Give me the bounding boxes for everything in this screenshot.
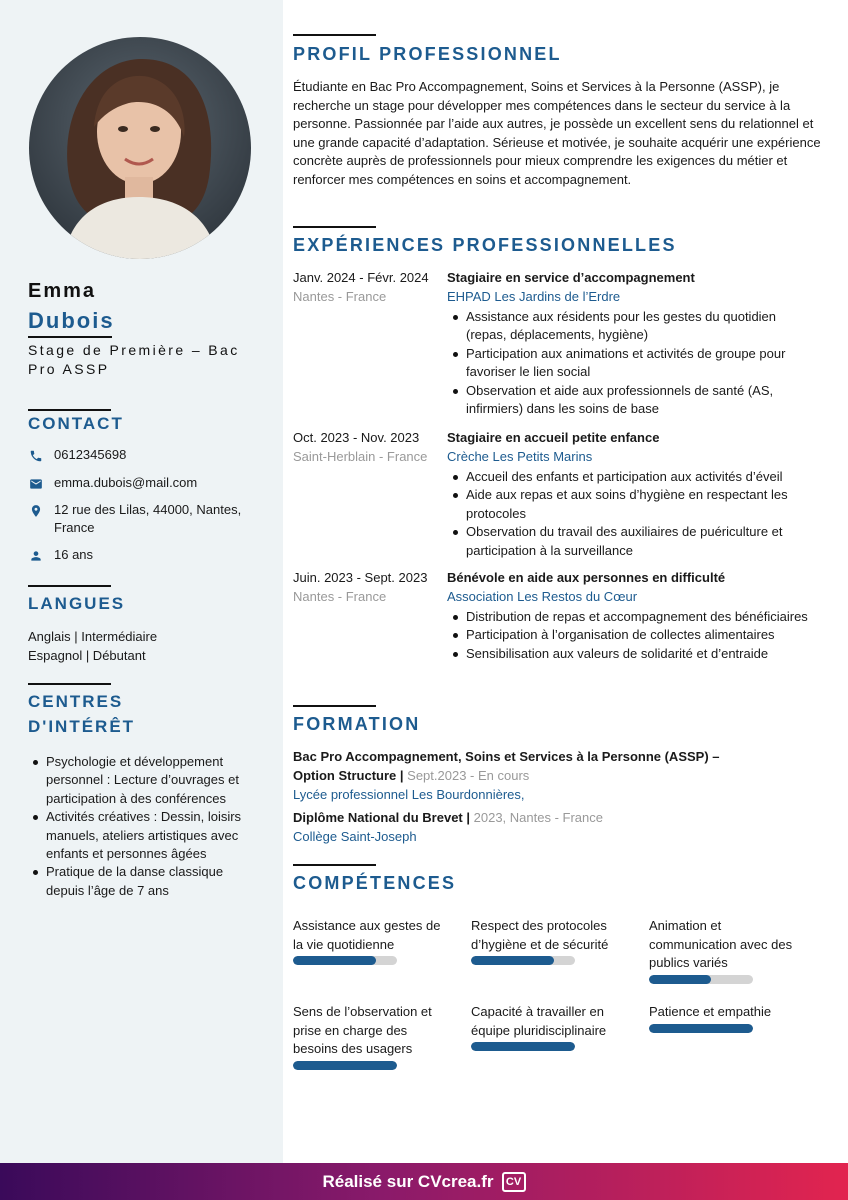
footer-text[interactable]: Réalisé sur CVcrea.fr bbox=[322, 1171, 494, 1191]
experience-bullet: Aide aux repas et aux soins d’hygiène en respectant les protocoles bbox=[447, 486, 817, 523]
skill-item bbox=[471, 917, 631, 965]
experience-role: Stagiaire en accueil petite enfance bbox=[447, 430, 660, 445]
skill-label: Assistance aux gestes de la vie quotidienne bbox=[293, 918, 441, 952]
education-item bbox=[293, 747, 763, 804]
footer-banner[interactable] bbox=[0, 1163, 848, 1200]
experience-bullet: Participation à l’organisation de collectes alimentaires bbox=[447, 626, 817, 644]
mail-icon bbox=[28, 476, 44, 492]
skill-bar bbox=[293, 1061, 397, 1070]
experience-bullets bbox=[447, 308, 817, 418]
person-icon bbox=[28, 548, 44, 564]
skill-bar-fill bbox=[293, 1061, 397, 1070]
experience-place: Nantes - France bbox=[293, 589, 387, 604]
skill-bar-fill bbox=[471, 956, 554, 965]
education-degree: Bac Pro Accompagnement, Soins et Services à la Personne (ASSP) – Option Structure bbox=[293, 749, 720, 783]
interests-list bbox=[28, 753, 253, 900]
contact-age bbox=[28, 546, 268, 564]
experience-dates: Oct. 2023 - Nov. 2023 bbox=[293, 430, 420, 445]
experience-bullet: Distribution de repas et accompagnement des bénéficiaires bbox=[447, 608, 817, 626]
skill-item bbox=[293, 1003, 448, 1070]
contact-divider bbox=[28, 409, 111, 411]
education-separator: | bbox=[396, 768, 408, 783]
education-separator: | bbox=[462, 810, 474, 825]
education-divider bbox=[293, 705, 376, 707]
interests-heading-line1: CENTRES bbox=[28, 692, 124, 711]
email-text: emma.dubois@mail.com bbox=[54, 475, 198, 490]
interest-item: Psychologie et développement personnel : Lecture d’ouvrages et participation à des conférences bbox=[28, 753, 253, 808]
phone-text: 0612345698 bbox=[54, 447, 127, 462]
experience-bullet: Accueil des enfants et participation aux activités d’éveil bbox=[447, 468, 817, 486]
experience-bullets bbox=[447, 468, 817, 560]
skill-item bbox=[293, 917, 453, 965]
experience-place: Nantes - France bbox=[293, 289, 387, 304]
phone-icon bbox=[28, 448, 44, 464]
skill-label: Sens de l’observation et prise en charge des besoins des usagers bbox=[293, 1004, 432, 1057]
skill-bar bbox=[649, 975, 753, 984]
skills-heading: COMPÉTENCES bbox=[293, 873, 457, 893]
profile-heading: PROFIL PROFESSIONNEL bbox=[293, 44, 562, 64]
contact-address bbox=[28, 501, 268, 537]
interest-item: Pratique de la danse classique depuis l’âge de 7 ans bbox=[28, 863, 253, 900]
language-item: Anglais | Intermédiaire bbox=[28, 629, 158, 644]
experience-dates: Juin. 2023 - Sept. 2023 bbox=[293, 570, 428, 585]
language-item: Espagnol | Débutant bbox=[28, 648, 146, 663]
skill-label: Animation et communication avec des publics variés bbox=[649, 918, 793, 971]
experience-company: EHPAD Les Jardins de l’Erdre bbox=[447, 289, 621, 304]
skill-bar-fill bbox=[293, 956, 376, 965]
address-text: 12 rue des Lilas, 44000, Nantes, France bbox=[54, 502, 242, 535]
skill-item bbox=[649, 1003, 809, 1033]
skill-bar bbox=[471, 956, 575, 965]
education-degree: Diplôme National du Brevet bbox=[293, 810, 463, 825]
experience-role: Stagiaire en service d’accompagnement bbox=[447, 270, 695, 285]
interest-item: Activités créatives : Dessin, loisirs manuels, ateliers artistiques avec enfants et personnes âgées bbox=[28, 808, 253, 863]
skill-item bbox=[471, 1003, 631, 1051]
education-school: Lycée professionnel Les Bourdonnières, bbox=[293, 787, 525, 802]
skill-item bbox=[649, 917, 799, 984]
experience-bullet: Sensibilisation aux valeurs de solidarité et d’entraide bbox=[447, 645, 817, 663]
skill-bar bbox=[471, 1042, 575, 1051]
experience-company: Crèche Les Petits Marins bbox=[447, 449, 593, 464]
education-heading: FORMATION bbox=[293, 714, 421, 734]
skill-bar bbox=[649, 1024, 753, 1033]
profile-text: Étudiante en Bac Pro Accompagnement, Soins et Services à la Personne (ASSP), je recherche un stage pour développer mes compétences dans le secteur du service à la personne. Passionnée par l’aide aux autres, je possède un excellent sens du relationnel et une grande capacité d’adaptation. Sérieuse et motivée, je souhaite acquérir une expérience concrète auprès de professionnels pour mieux comprendre les exigences du métier et renforcer mes compétences en soins et accompagnement. bbox=[293, 79, 821, 187]
profile-divider bbox=[293, 34, 376, 36]
experience-bullet: Observation du travail des auxiliaires de puériculture et participation à la surveillance bbox=[447, 523, 817, 560]
contact-email bbox=[28, 474, 268, 492]
experience-bullet: Participation aux animations et activités de groupe pour favoriser le lien social bbox=[447, 345, 817, 382]
languages-divider bbox=[28, 585, 111, 587]
interests-heading-line2: D'INTÉRÊT bbox=[28, 717, 136, 736]
experience-place: Saint-Herblain - France bbox=[293, 449, 428, 464]
education-school: Collège Saint-Joseph bbox=[293, 829, 417, 844]
location-pin-icon bbox=[28, 503, 44, 519]
name-divider bbox=[28, 336, 112, 338]
skill-label: Patience et empathie bbox=[649, 1004, 772, 1019]
skill-bar-fill bbox=[471, 1042, 575, 1051]
contact-phone bbox=[28, 446, 268, 464]
languages-heading: LANGUES bbox=[28, 594, 126, 613]
sidebar bbox=[0, 0, 283, 1163]
skill-bar bbox=[293, 956, 397, 965]
experience-bullets bbox=[447, 608, 817, 663]
skills-divider bbox=[293, 864, 376, 866]
interests-divider bbox=[28, 683, 111, 685]
education-meta: 2023, Nantes - France bbox=[473, 810, 603, 825]
skill-label: Respect des protocoles d’hygiène et de sécurité bbox=[471, 918, 609, 952]
experience-bullet: Assistance aux résidents pour les gestes du quotidien (repas, déplacements, hygiène) bbox=[447, 308, 817, 345]
experience-role: Bénévole en aide aux personnes en difficulté bbox=[447, 570, 726, 585]
first-name: Emma bbox=[28, 280, 97, 302]
cvcrea-logo-icon: CV bbox=[502, 1172, 526, 1192]
education-item bbox=[293, 808, 833, 846]
skill-bar-fill bbox=[649, 1024, 753, 1033]
main-content bbox=[283, 0, 848, 1163]
experience-dates: Janv. 2024 - Févr. 2024 bbox=[293, 270, 429, 285]
education-meta: Sept.2023 - En cours bbox=[407, 768, 530, 783]
experience-heading: EXPÉRIENCES PROFESSIONNELLES bbox=[293, 235, 677, 255]
experience-divider bbox=[293, 226, 376, 228]
skill-label: Capacité à travailler en équipe pluridisciplinaire bbox=[471, 1004, 607, 1038]
job-title: Stage de Première – Bac Pro ASSP bbox=[28, 342, 240, 377]
experience-bullet: Observation et aide aux professionnels de santé (AS, infirmiers) dans les soins de base bbox=[447, 382, 817, 419]
age-text: 16 ans bbox=[54, 547, 94, 562]
contact-heading: CONTACT bbox=[28, 414, 124, 433]
profile-photo bbox=[29, 37, 251, 259]
last-name: Dubois bbox=[28, 308, 115, 333]
experience-company: Association Les Restos du Cœur bbox=[447, 589, 638, 604]
skill-bar-fill bbox=[649, 975, 711, 984]
